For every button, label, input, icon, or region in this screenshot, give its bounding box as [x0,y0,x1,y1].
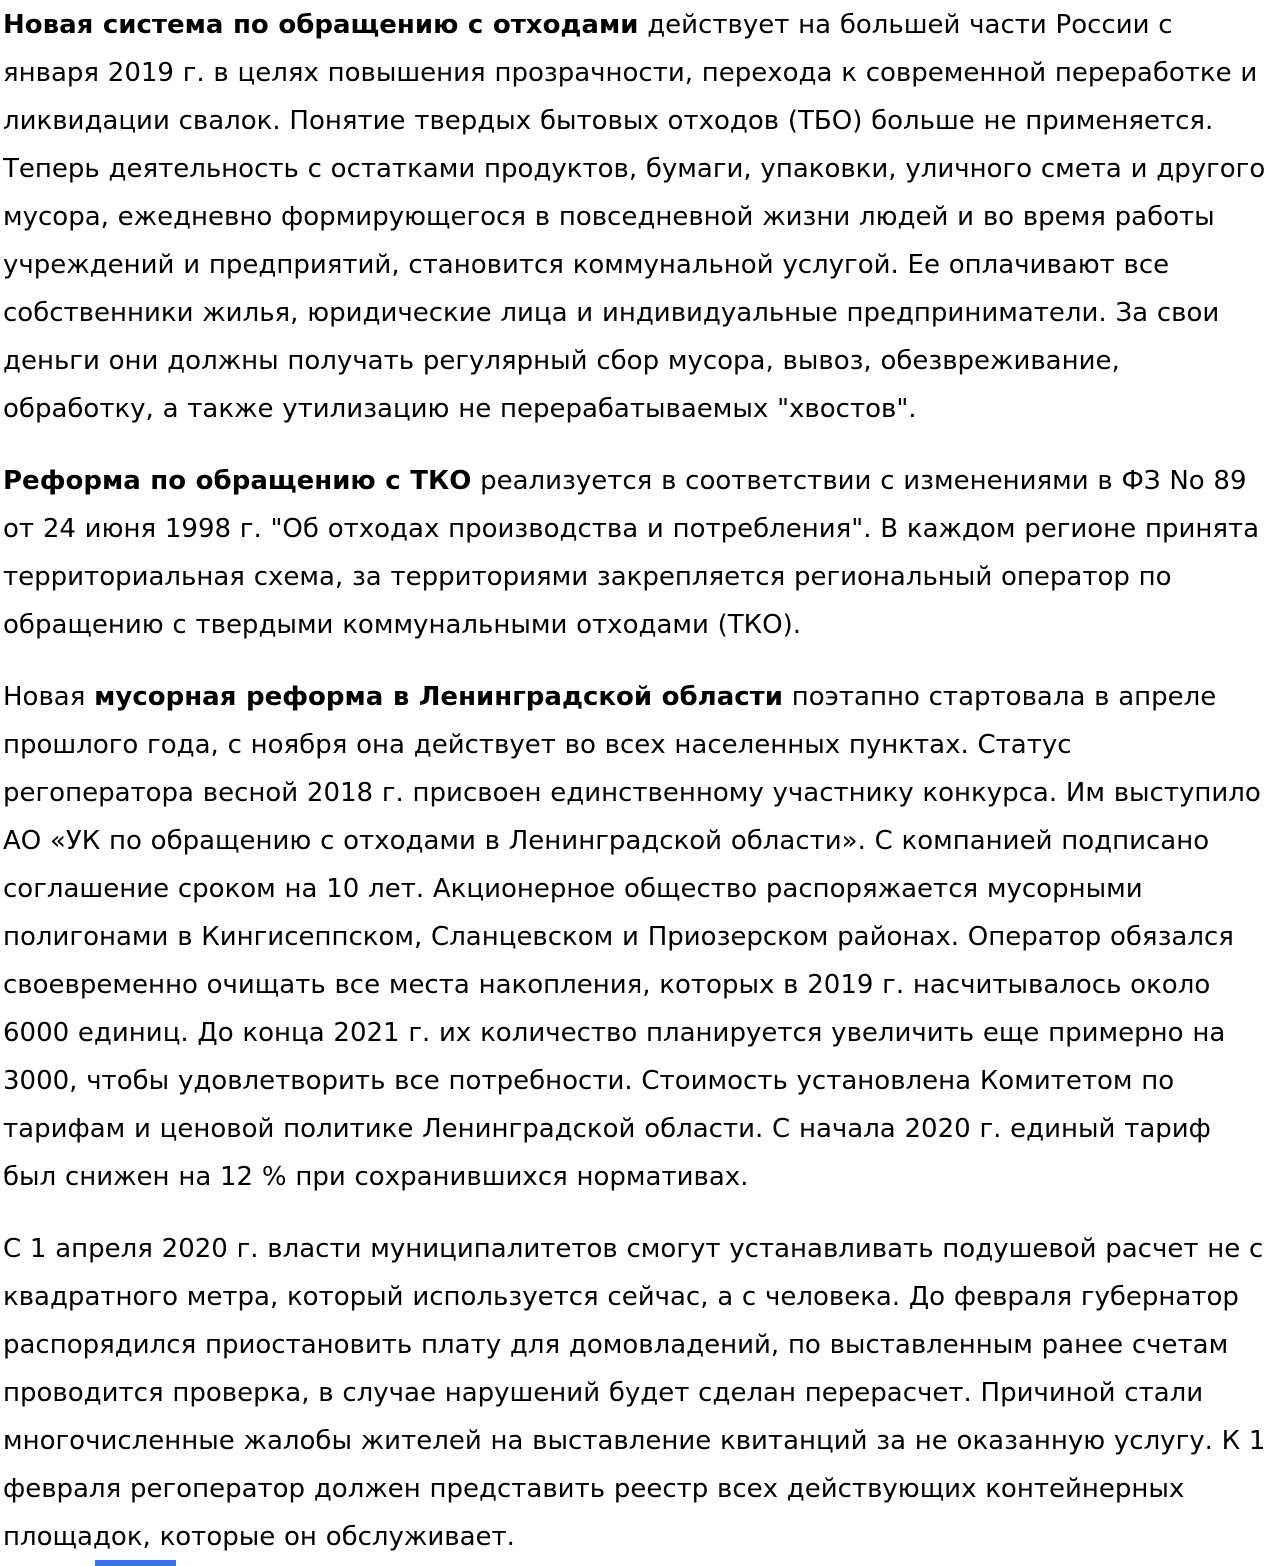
selection-highlight-bar [95,1560,176,1566]
paragraphs [3,1,1266,1561]
bold-text-run: мусорная реформа в Ленинградской области [94,682,783,712]
bold-text-run: Реформа по обращению с ТКО [3,466,472,496]
paragraph [3,1,1266,433]
text-run: поэтапно стартовала в апреле прошлого года, с ноября она действует во всех населенных пунктах. Статус регоператора весной 2018 г. присвоен единственному участнику конкурса. Им выступило АО «УК по обращению с отходами в Ленинградской области». С компанией подписано соглашение сроком на 10 лет. Акционерное общество распоряжается мусорными полигонами в Кингисеппском, Сланцевском и Приозерском районах. Оператор обязался своевременно очищать все места накопления, которых в 2019 г. насчитывалось около 6000 единиц. До конца 2021 г. их количество планируется увеличить еще примерно на 3000, чтобы удовлетворить все потребности. Стоимость установлена Комитетом по тарифам и ценовой политике Ленинградской области. С начала 2020 г. единый тариф был снижен на 12 % при сохранившихся нормативах. [3,682,1261,1192]
text-run: Новая [3,682,95,712]
paragraph [3,1225,1266,1561]
text-run: действует на большей части России с января 2019 г. в целях повышения прозрачности, перехода к современной переработке и ликвидации свалок. Понятие твердых бытовых отходов (ТБО) больше не применяется. Теперь деятельность с остатками продуктов, бумаги, упаковки, уличного смета и другого мусора, ежедневно формирующегося в повседневной жизни людей и во время работы учреждений и предприятий, становится коммунальной услугой. Ее оплачивают все собственники жилья, юридические лица и индивидуальные предприниматели. За свои деньги они должны получать регулярный сбор мусора, вывоз, обезвреживание, обработку, а также утилизацию не перерабатываемых "хвостов". [3,10,1266,424]
bold-text-run: Новая система по обращению с отходами [3,10,639,40]
text-run: С 1 апреля 2020 г. власти муниципалитетов смогут устанавливать подушевой расчет не с квадратного метра, который используется сейчас, а с человека. До февраля губернатор распорядился приостановить плату для домовладений, по выставленным ранее счетам проводится проверка, в случае нарушений будет сделан перерасчет. Причиной стали многочисленные жалобы жителей на выставление квитанций за не оказанную услугу. К 1 февраля регоператор должен представить реестр всех действующих контейнерных площадок, которые он обслуживает. [3,1234,1266,1552]
paragraph [3,673,1266,1201]
text-run: реализуется в соответствии с изменениями в ФЗ No 89 от 24 июня 1998 г. "Об отходах производства и потребления". В каждом регионе принята территориальная схема, за территориями закрепляется региональный оператор по обращению с твердыми коммунальными отходами (ТКО). [3,466,1260,640]
paragraph [3,457,1266,649]
